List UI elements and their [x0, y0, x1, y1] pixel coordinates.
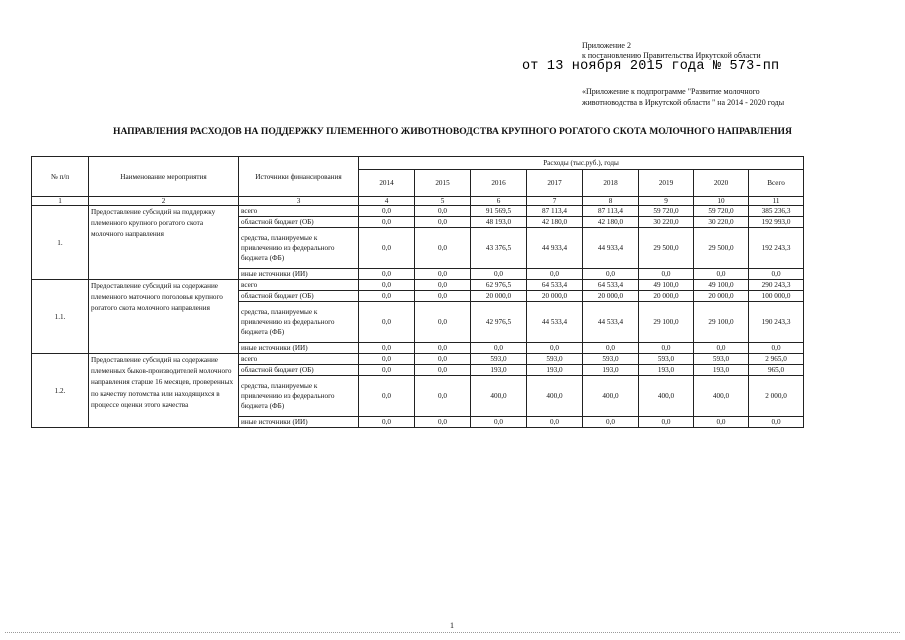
year-value: 0,0: [359, 354, 415, 365]
year-value: 44 533,4: [527, 302, 583, 343]
year-value: 0,0: [583, 269, 639, 280]
total-value: 100 000,0: [749, 291, 804, 302]
year-value: 30 220,0: [694, 217, 749, 228]
column-number: 11: [749, 197, 804, 206]
year-value: 193,0: [583, 365, 639, 376]
header-year: 2019: [639, 170, 694, 197]
column-number: 9: [639, 197, 694, 206]
year-value: 193,0: [639, 365, 694, 376]
total-value: 0,0: [749, 269, 804, 280]
year-value: 0,0: [359, 280, 415, 291]
year-value: 400,0: [527, 376, 583, 417]
column-number-row: [32, 197, 804, 206]
year-value: 0,0: [415, 302, 471, 343]
header-year: 2020: [694, 170, 749, 197]
year-value: 0,0: [415, 228, 471, 269]
year-value: 0,0: [359, 417, 415, 428]
section-name: Предоставление субсидий на содержание племенного маточного поголовья крупного рогатого скота молочного направления: [89, 280, 239, 354]
funding-source: областной бюджет (ОБ): [239, 365, 359, 376]
total-value: 190 243,3: [749, 302, 804, 343]
year-value: 59 720,0: [639, 206, 694, 217]
year-value: 0,0: [471, 269, 527, 280]
appendix-label: Приложение 2: [582, 41, 631, 50]
funding-source: средства, планируемые к привлечению из федерального бюджета (ФБ): [239, 228, 359, 269]
column-number: 2: [89, 197, 239, 206]
funding-source: областной бюджет (ОБ): [239, 217, 359, 228]
year-value: 193,0: [471, 365, 527, 376]
year-value: 64 533,4: [583, 280, 639, 291]
header-year: 2017: [527, 170, 583, 197]
year-value: 400,0: [694, 376, 749, 417]
year-value: 0,0: [415, 206, 471, 217]
year-value: 0,0: [359, 291, 415, 302]
year-value: 44 933,4: [527, 228, 583, 269]
year-value: 44 533,4: [583, 302, 639, 343]
year-value: 0,0: [694, 417, 749, 428]
funding-source: иные источники (ИИ): [239, 343, 359, 354]
header-name: Наименование мероприятия: [89, 157, 239, 197]
page-number: 1: [450, 621, 454, 630]
year-value: 593,0: [639, 354, 694, 365]
year-value: 87 113,4: [527, 206, 583, 217]
year-value: 0,0: [527, 343, 583, 354]
column-number: 3: [239, 197, 359, 206]
year-value: 0,0: [471, 343, 527, 354]
section-name: Предоставление субсидий на содержание племенных быков-производителей молочного направления старше 16 месяцев, проверенных по качеству потомства или находящихся в процессе оценки этого качества: [89, 354, 239, 428]
scan-border-line: [5, 632, 900, 633]
year-value: 400,0: [471, 376, 527, 417]
header-num: № п/п: [32, 157, 89, 197]
section-name: Предоставление субсидий на поддержку племенного крупного рогатого скота молочного направления: [89, 206, 239, 280]
year-value: 29 100,0: [639, 302, 694, 343]
year-value: 49 100,0: [639, 280, 694, 291]
column-number: 5: [415, 197, 471, 206]
decree-label: к постановлению Правительства Иркутской области: [582, 51, 761, 60]
total-value: 192 993,0: [749, 217, 804, 228]
column-number: 6: [471, 197, 527, 206]
year-value: 0,0: [359, 228, 415, 269]
year-value: 400,0: [639, 376, 694, 417]
year-value: 59 720,0: [694, 206, 749, 217]
year-value: 593,0: [694, 354, 749, 365]
column-number: 1: [32, 197, 89, 206]
year-value: 0,0: [527, 417, 583, 428]
year-value: 29 100,0: [694, 302, 749, 343]
year-value: 0,0: [583, 343, 639, 354]
total-value: 385 236,3: [749, 206, 804, 217]
column-number: 4: [359, 197, 415, 206]
section-number: 1.: [32, 206, 89, 280]
funding-source: всего: [239, 206, 359, 217]
year-value: 42 180,0: [583, 217, 639, 228]
year-value: 0,0: [639, 343, 694, 354]
subprogram-note: «Приложение к подпрограмме "Развитие молочного животноводства в Иркутской области " на 2014 - 2020 годы: [582, 87, 785, 107]
funding-source: иные источники (ИИ): [239, 417, 359, 428]
year-value: 400,0: [583, 376, 639, 417]
year-value: 0,0: [527, 269, 583, 280]
total-value: 2 000,0: [749, 376, 804, 417]
year-value: 193,0: [527, 365, 583, 376]
year-value: 0,0: [583, 417, 639, 428]
total-value: 290 243,3: [749, 280, 804, 291]
year-value: 44 933,4: [583, 228, 639, 269]
year-value: 43 376,5: [471, 228, 527, 269]
section-number: 1.2.: [32, 354, 89, 428]
total-value: 2 965,0: [749, 354, 804, 365]
year-value: 42 976,5: [471, 302, 527, 343]
header-expenses: Расходы (тыс.руб.), годы: [359, 157, 804, 170]
header-year: 2016: [471, 170, 527, 197]
year-value: 0,0: [471, 417, 527, 428]
funding-source: средства, планируемые к привлечению из федерального бюджета (ФБ): [239, 302, 359, 343]
table-row: [32, 206, 804, 217]
year-value: 0,0: [359, 343, 415, 354]
funding-source: всего: [239, 354, 359, 365]
year-value: 0,0: [415, 269, 471, 280]
year-value: 62 976,5: [471, 280, 527, 291]
funding-source: иные источники (ИИ): [239, 269, 359, 280]
year-value: 64 533,4: [527, 280, 583, 291]
column-number: 8: [583, 197, 639, 206]
header-year: 2014: [359, 170, 415, 197]
header-year: 2015: [415, 170, 471, 197]
year-value: 20 000,0: [639, 291, 694, 302]
year-value: 91 569,5: [471, 206, 527, 217]
year-value: 49 100,0: [694, 280, 749, 291]
year-value: 0,0: [359, 365, 415, 376]
year-value: 193,0: [694, 365, 749, 376]
year-value: 593,0: [583, 354, 639, 365]
document-header: [522, 41, 882, 108]
funding-source: всего: [239, 280, 359, 291]
year-value: 42 180,0: [527, 217, 583, 228]
expenses-table-body: [32, 206, 804, 428]
table-row: [32, 354, 804, 365]
column-number: 7: [527, 197, 583, 206]
year-value: 0,0: [415, 417, 471, 428]
year-value: 593,0: [527, 354, 583, 365]
year-value: 87 113,4: [583, 206, 639, 217]
year-value: 0,0: [415, 291, 471, 302]
year-value: 20 000,0: [527, 291, 583, 302]
year-value: 0,0: [415, 354, 471, 365]
section-number: 1.1.: [32, 280, 89, 354]
year-value: 0,0: [415, 280, 471, 291]
year-value: 0,0: [639, 417, 694, 428]
year-value: 30 220,0: [639, 217, 694, 228]
document-title: НАПРАВЛЕНИЯ РАСХОДОВ НА ПОДДЕРЖКУ ПЛЕМЕННОГО ЖИВОТНОВОДСТВА КРУПНОГО РОГАТОГО СКОТА МОЛОЧНОГО НАПРАВЛЕНИЯ: [113, 126, 792, 137]
year-value: 29 500,0: [694, 228, 749, 269]
year-value: 20 000,0: [471, 291, 527, 302]
year-value: 0,0: [639, 269, 694, 280]
year-value: 0,0: [415, 217, 471, 228]
year-value: 29 500,0: [639, 228, 694, 269]
table-row: [32, 280, 804, 291]
year-value: 0,0: [694, 269, 749, 280]
year-value: 0,0: [359, 206, 415, 217]
funding-source: областной бюджет (ОБ): [239, 291, 359, 302]
total-value: 192 243,3: [749, 228, 804, 269]
year-value: 20 000,0: [583, 291, 639, 302]
year-value: 0,0: [415, 365, 471, 376]
expenses-table: [31, 156, 804, 428]
year-value: 0,0: [415, 343, 471, 354]
year-value: 0,0: [359, 217, 415, 228]
year-value: 0,0: [359, 302, 415, 343]
year-value: 48 193,0: [471, 217, 527, 228]
year-value: 0,0: [694, 343, 749, 354]
total-value: 965,0: [749, 365, 804, 376]
decree-date-stamp: от 13 ноября 2015 года № 573-пп: [522, 59, 780, 74]
total-value: 0,0: [749, 417, 804, 428]
total-value: 0,0: [749, 343, 804, 354]
year-value: 593,0: [471, 354, 527, 365]
year-value: 0,0: [415, 376, 471, 417]
header-total: Всего: [749, 170, 804, 197]
year-value: 0,0: [359, 376, 415, 417]
header-year: 2018: [583, 170, 639, 197]
column-number: 10: [694, 197, 749, 206]
year-value: 0,0: [359, 269, 415, 280]
header-sources: Источники финансирования: [239, 157, 359, 197]
year-value: 20 000,0: [694, 291, 749, 302]
funding-source: средства, планируемые к привлечению из федерального бюджета (ФБ): [239, 376, 359, 417]
